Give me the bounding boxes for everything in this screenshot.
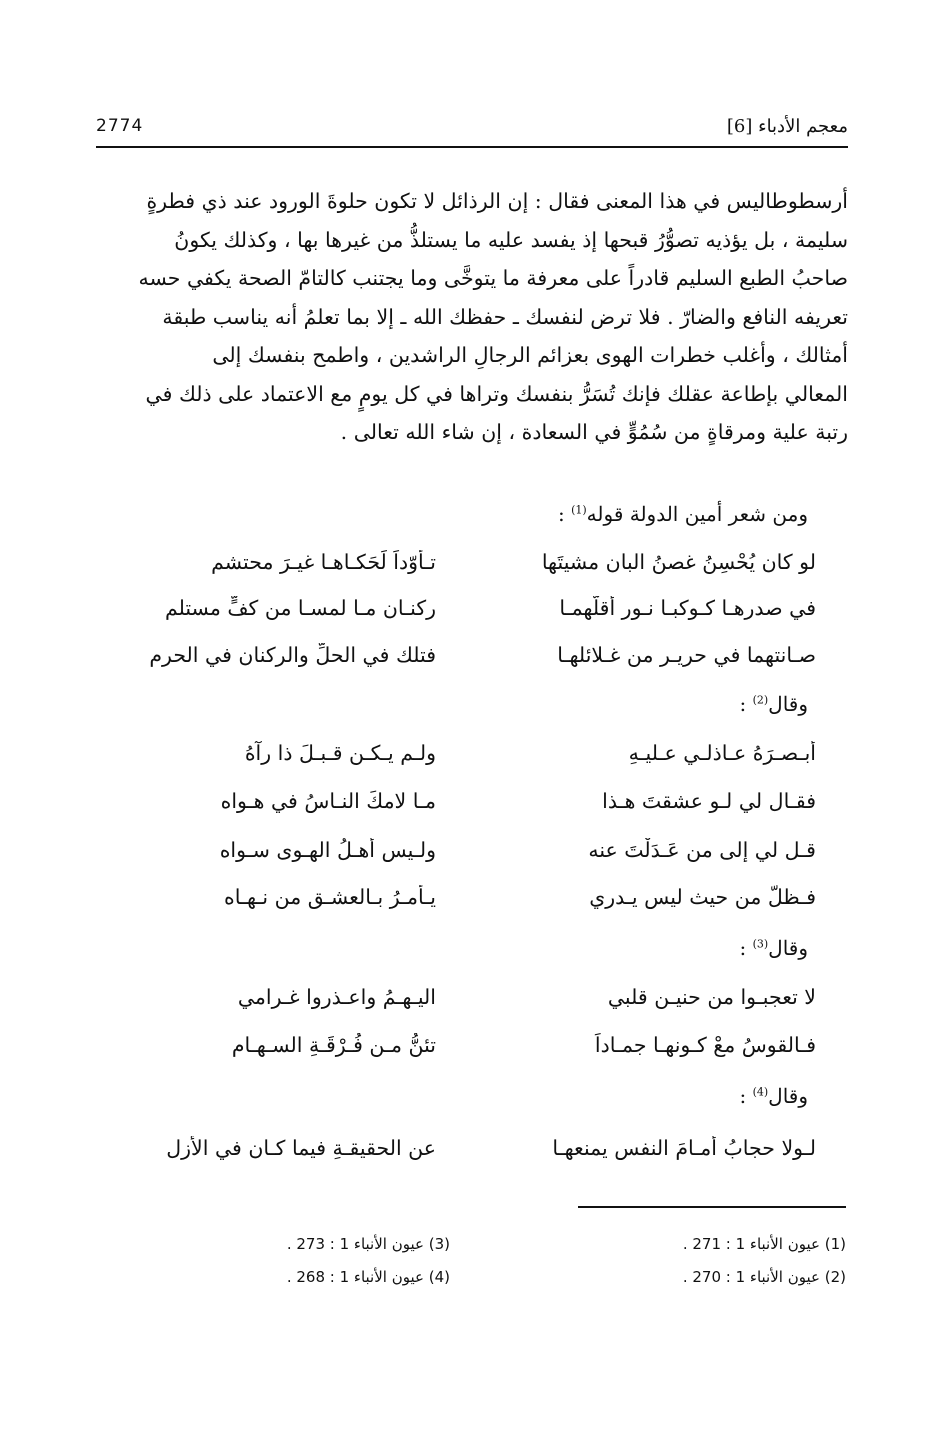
verse-first-hemistich: لو كان يُحْسِنُ غصنُ البانِ مشيتَها [541, 550, 816, 574]
prose-line: رتبة علية ومرقاةٍ من سُمُوٍّ في السعادة ، إن شاء الله تعالى . [340, 420, 848, 444]
footnote-ref: (4) [752, 1085, 769, 1099]
verse-first-hemistich: لا تعجبـوا من حنيـنِ قلبي [607, 985, 816, 1009]
verse-second-hemistich: تئنُّ مـن فُـرْقَـةِ السـهـام [231, 1033, 436, 1057]
verse-line [96, 838, 816, 878]
verse-line [96, 550, 816, 590]
poem-intro [168, 692, 808, 716]
verse-first-hemistich: فقـال لي لـو عشقتَ هـذا [602, 789, 816, 813]
verse-second-hemistich: عن الحقيقـةِ فيما كـان في الأزلِ [166, 1136, 436, 1160]
prose-line: أمثالك ، وأغلب خطرات الهوى بعزائم الرجالِ الراشدين ، واطمح بنفسك إلى [212, 343, 848, 367]
verse-line [96, 1136, 816, 1176]
poem-intro-end: : [739, 692, 753, 716]
prose-line: تعريفه النافع والضارّ . فلا ترض لنفسك ـ حفظك الله ـ إلا بما تعلمُ أنه يناسب طبقة [162, 304, 848, 329]
verse-second-hemistich: ولـيس أهـلُ الهـوى سـواه [219, 838, 436, 862]
verse-first-hemistich: صـانتهما في حريـرٍ من غـلائلهـا [557, 643, 816, 667]
poem-intro [168, 1084, 808, 1108]
poem-intro-end: : [739, 936, 753, 960]
verse-line [96, 789, 816, 829]
verse-first-hemistich: فـالقوسُ معْ كـونهـا جمـاداً [594, 1033, 816, 1057]
poem-intro-text: ومن شعر أمين الدولة قوله [586, 502, 808, 526]
page-header [96, 116, 848, 148]
footnote: (4) عيون الأنباء 1 : 268 . [286, 1268, 450, 1286]
verse-second-hemistich: مـا لامكَ النـاسُ في هـواه [220, 789, 436, 813]
verse-first-hemistich: أبـصـرَهُ عـاذلـي عـليـهِ [628, 741, 816, 765]
footnote-ref: (3) [752, 937, 769, 951]
verse-second-hemistich: اليـهـمُ واعـذروا غـرامي [237, 985, 436, 1009]
poem-intro-text: وقال [768, 692, 808, 716]
running-title: معجم الأدباء [6] [726, 116, 848, 137]
footnote: (1) عيون الأنباء 1 : 271 . [682, 1235, 846, 1253]
footnote: (3) عيون الأنباء 1 : 273 . [286, 1235, 450, 1253]
poem-intro [168, 502, 808, 526]
verse-first-hemistich: فـظلَّ من حيث ليس يـدري [589, 885, 816, 909]
prose-line: سليمة ، بل يؤذيه تصوُّرُ قبحها إذ يفسد عليه ما يستلذُّ من غيرها بها ، وكذلك يكونُ [174, 227, 848, 252]
prose-paragraph [96, 182, 848, 452]
prose-line: أرسطوطاليس في هذا المعنى فقال : إن الرذائل لا تكون حلوةَ الورود عند ذي فطرةٍ [146, 189, 848, 213]
poem-intro-text: وقال [768, 936, 808, 960]
verse-line [96, 596, 816, 636]
footnote: (2) عيون الأنباء 1 : 270 . [682, 1268, 846, 1286]
verse-second-hemistich: تـأوّداً لَحَكـاهـا غيـرَ محتشمِ [211, 550, 436, 574]
verse-second-hemistich: ركنـان مـا لمسـا من كفٍّ مستلم [164, 596, 436, 620]
verse-first-hemistich: في صدرهـا كـوكبـا نـورٍ أقلّهمـا [559, 596, 816, 620]
page-number: 2774 [96, 116, 144, 136]
verse-first-hemistich: لـولا حجابُ أمـامَ النفسِ يمنعهـا [552, 1136, 816, 1160]
verse-second-hemistich: ولـم يـكـن قـبـلَ ذا رآهُ [244, 741, 436, 765]
verse-second-hemistich: فتلك في الحلِّ والركنانِ في الحرم [149, 643, 436, 667]
verse-line [96, 643, 816, 683]
footnote-ref: (1) [571, 503, 587, 517]
poem-intro [168, 936, 808, 960]
poem-intro-text: وقال [768, 1084, 808, 1108]
poem-intro-end: : [557, 502, 572, 526]
verse-first-hemistich: قـل لي إلى من عَـدَلْتَ عنه [588, 838, 816, 862]
verse-second-hemistich: يـأمـرُ بـالعشـقِ من نـهـاه [223, 885, 436, 909]
verse-line [96, 741, 816, 781]
poem-intro-end: : [739, 1084, 753, 1108]
footnote-divider [578, 1206, 846, 1208]
verse-line [96, 885, 816, 925]
verse-line [96, 1033, 816, 1073]
footnote-ref: (2) [752, 693, 769, 707]
prose-line: صاحبُ الطبع السليم قادراً على معرفة ما يتوخَّى وما يجتنب كالتامّ الصحة يكفي حسه [138, 266, 848, 290]
verse-line [96, 985, 816, 1025]
prose-line: المعالي بإطاعة عقلك فإنك تُسَرُّ بنفسك وتراها في كل يومٍ مع الاعتماد على ذلك في [145, 381, 848, 406]
